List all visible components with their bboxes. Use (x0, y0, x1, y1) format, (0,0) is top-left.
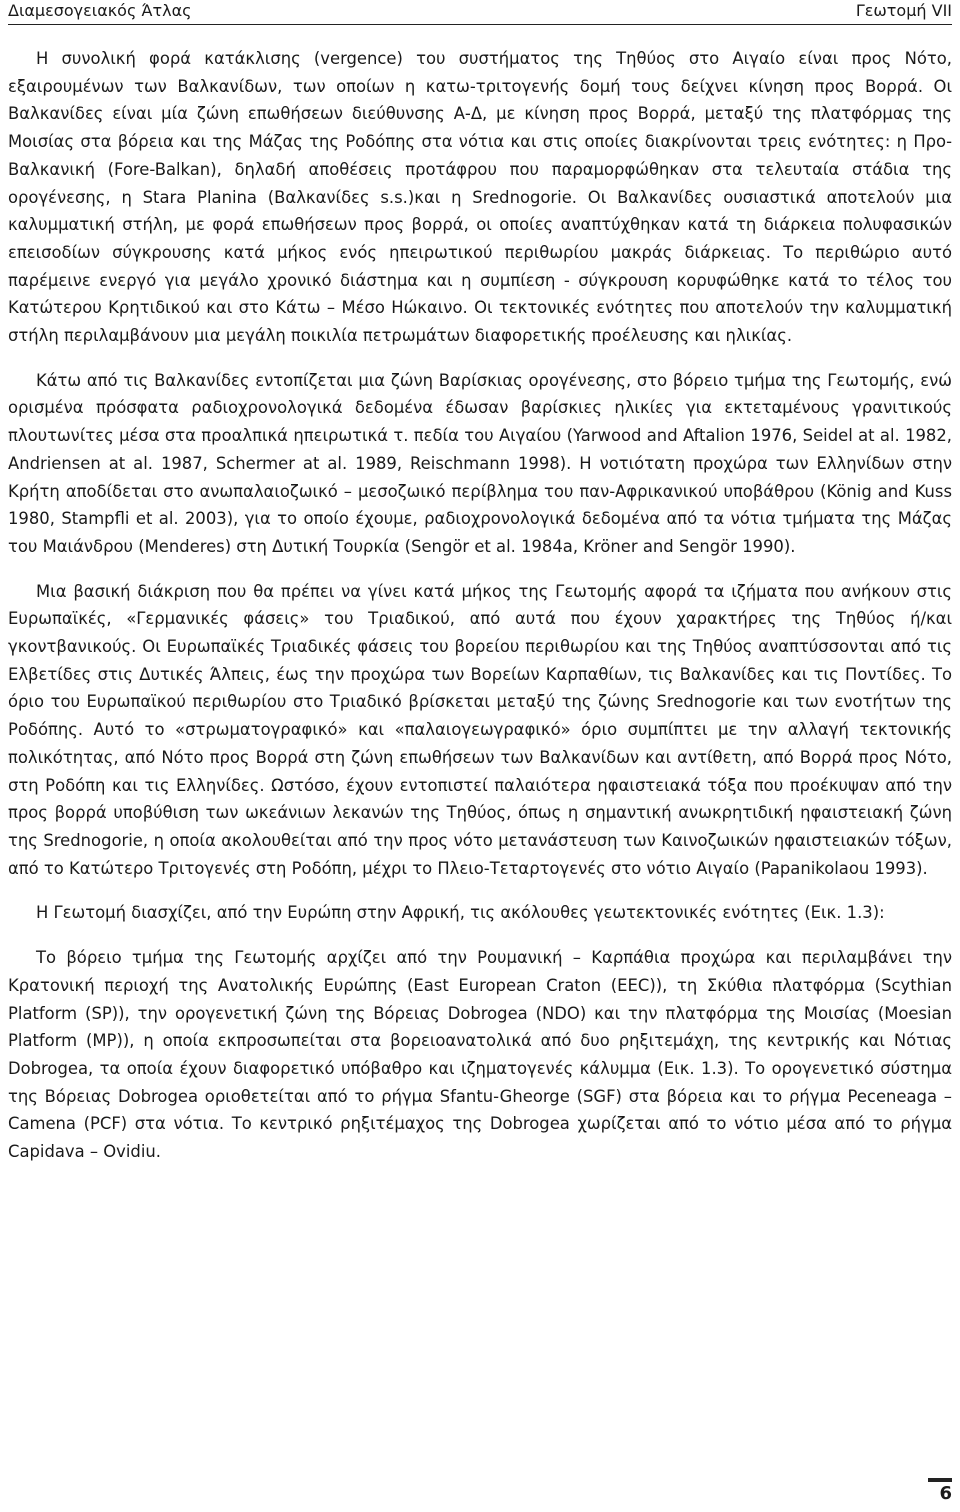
paragraph-variscan: Κάτω από τις Βαλκανίδες εντοπίζεται μια ζώνη Βαρίσκιας ορογένεσης, στο βόρειο τμήμα της Γεωτομής, ενώ ορισμένα πρόσφατα ραδιοχρονολογικά δεδομένα έδωσαν βαρίσκιες ηλικίες για εκτεταμένους γρανιτικούς πλουτωνίτες μέσα στα προαλπικά ηπειρωτικά τ. πεδία του Αιγαίου (Yarwood and Aftalion 1976, Seidel at al. 1982, Andriensen at al. 1987, Schermer at al. 1989, Reischmann 1998). Η νοτιότατη προχώρα των Ελληνίδων στην Κρήτη αποδίδεται στο ανωπαλαιοζωικό – μεσοζωικό περίβλημα του παν-Αφρικανικού υποβάθρου (König and Kuss 1980, Stampfli et al. 2003), για το οποίο έχουμε, ραδιοχρονολογικά δεδομένα από τα νότια τμήματα της Μάζας του Μαιάνδρου (Menderes) στη Δυτική Τουρκία (Sengör et al. 1984a, Kröner and Sengör 1990). (8, 370, 952, 556)
paragraph-triassic: Μια βασική διάκριση που θα πρέπει να γίνει κατά μήκος της Γεωτομής αφορά τα ιζήματα που ανήκουν στις Ευρωπαϊκές, «Γερμανικές φάσεις» του Τριαδικού, από αυτά που έχουν χαρακτήρες της Τηθύος ή/και γκοντβανικούς. Οι Ευρωπαϊκές Τριαδικές φάσεις του βορείου περιθωρίου και της Τηθύος αναπτύσσονται από τις Ελβετίδες στις Δυτικές Άλπεις, έως την προχώρα των Βορείων Καρπαθίων, τις Βαλκανίδες και τις Ποντίδες. Το όριο του Ευρωπαϊκού περιθωρίου στο Τριαδικό βρίσκεται μεταξύ της ζώνης Srednogorie και των ενοτήτων της Ροδόπης. Αυτό το «στρωματογραφικό» και «παλαιογεωγραφικό» όριο συμπίπτει με την αλλαγή τεκτονικής πολικότητας, από Νότο προς Βορρά στη ζώνη επωθήσεων των Βαλκανίδων και αντίθετη, από Βορρά προς Νότο, στη Ροδόπη και τις Ελληνίδες. Ωστόσο, έχουν εντοπιστεί παλαιότερα ηφαιστειακά τόξα που προέκυψαν από την προς βορρά υποβύθιση των ωκεάνιων λεκανών της Τηθύος, όπως η σημαντική ανωκρητιδική ηφαιστειακή ζώνη της Srednogorie, η οποία ακολουθείται από την προς νότο μετανάστευση των Καινοζωικών ηφαιστειακών τόξων, από το Κατώτερο Τριτογενές στη Ροδόπη, μέχρι το Πλειο-Τεταρτογενές στο νότιο Αιγαίο (Papanikolaou 1993). (8, 581, 952, 878)
atlas-title: Διαμεσογειακός Άτλας (8, 1, 192, 20)
footer-rule (928, 1478, 952, 1482)
paragraph-northern-part: Το βόρειο τμήμα της Γεωτομής αρχίζει από την Ρουμανική – Καρπάθια προχώρα και περιλαμβάνει την Κρατονική περιοχή της Ανατολικής Ευρώπης (East European Craton (EEC)), τη Σκύθια πλατφόρμα (Scythian Platform (SP)), την ορογενετική ζώνη της Βόρειας Dobrogea (NDO) και την πλατφόρμα της Μοισίας (Moesian Platform (MP)), η οποία εκπροσωπείται στα βορειοανατολικά από δυο ρηξιτεμάχη, της κεντρικής και Νότιας Dobrogea, τα οποία έχουν διαφορετικό υπόβαθρο και ιζηματογενές κάλυμμα (Εικ. 1.3). Το ορογενετικό σύστημα της Βόρειας Dobrogea οριοθετείται από το ρήγμα Sfantu-Gheorge (SGF) στα βόρεια και το ρήγμα Peceneaga – Camena (PCF) στα νότια. Το κεντρικό ρηξιτέμαχος της Dobrogea χωρίζεται από το νότιο μέσα από το ρήγμα Capidava – Ovidiu. (8, 948, 952, 1162)
page-footer (928, 1478, 952, 1504)
section-title: Γεωτομή VII (855, 1, 952, 20)
page-number: 6 (939, 1483, 952, 1504)
paragraph-vergence: Η συνολική φορά κατάκλισης (vergence) του συστήματος της Τηθύος στο Αιγαίο είναι προς Νότο, εξαιρουμένων των Βαλκανίδων, των οποίων η κατω-τριτογενής δομή τους δείχνει κίνηση προς Βορρά. Οι Βαλκανίδες είναι μία ζώνη επωθήσεων διεύθυνσης Α-Δ, με κίνηση προς Βορρά, μεταξύ της πλατφόρμας της Μοισίας στα βόρεια και της Μάζας της Ροδόπης στα νότια και στις οποίες διακρίνονται τρεις ενότητες: η Προ-Βαλκανική (Fore-Balkan), δηλαδή αποθέσεις προτάφρου που παραμορφώθηκαν στα τελευταία στάδια της ορογένεσης, η Stara Planina (Βαλκανίδες s.s.)και η Srednogorie. Οι Βαλκανίδες ουσιαστικά αποτελούν μια καλυμματική στήλη, με φορά επωθήσεων προς βορρά, οι οποίες αναπτύχθηκαν κατά τη διάρκεια πολυφασικών επεισοδίων σύγκρουσης κατά μήκος ενός ηπειρωτικού περιθωρίου μακράς διάρκειας. Το περιθώριο αυτό παρέμεινε ενεργό για μεγάλο χρονικό διάστημα και η συμπίεση - σύγκρουση κορυφώθηκε κατά το τέλος του Κατώτερου Κρητιδικού και στο Κάτω – Μέσο Ηώκαινο. Οι τεκτονικές ενότητες που αποτελούν την καλυμματική στήλη περιλαμβάνουν μια μεγάλη ποικιλία πετρωμάτων διαφορετικής προέλευσης και ηλικίας. (8, 49, 952, 346)
paragraph-units-intro: Η Γεωτομή διασχίζει, από την Ευρώπη στην Αφρική, τις ακόλουθες γεωτεκτονικές ενότητες (Εικ. 1.3): (36, 903, 885, 923)
page-header (8, 0, 952, 25)
page-body (8, 45, 952, 1166)
